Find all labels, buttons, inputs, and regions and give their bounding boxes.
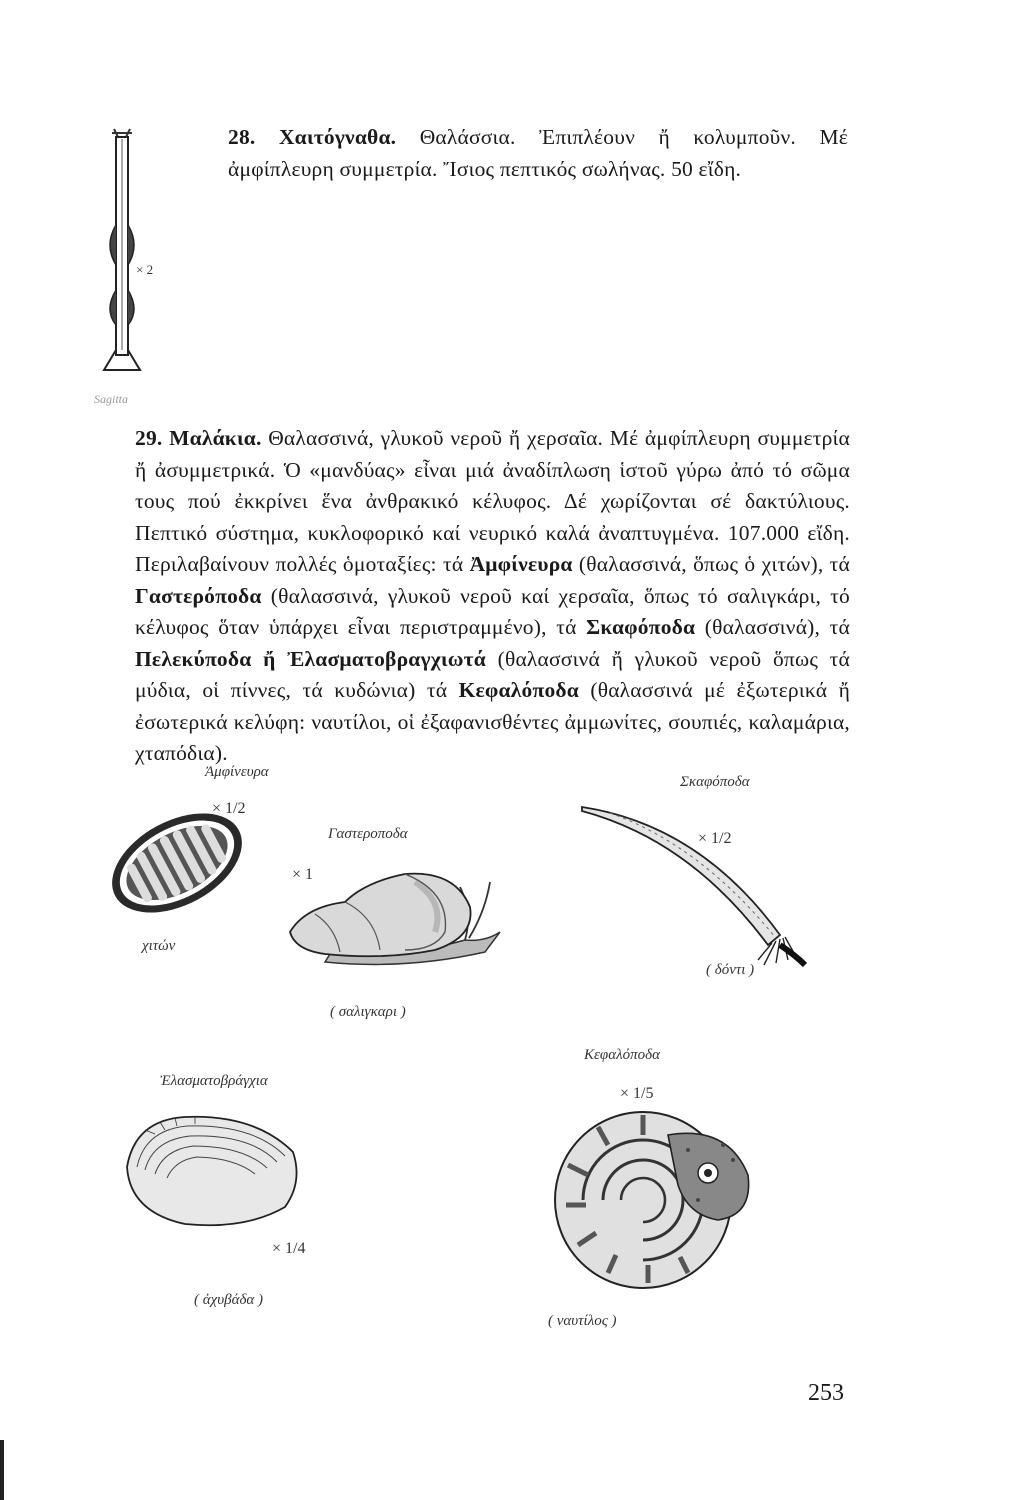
term-amphineura: Ἀμφίνευρα [469,552,573,576]
page-number: 253 [808,1380,844,1406]
section-29-text-f: (θαλασσινά μέ ἐξωτερικά ἤ ἐσωτερικά κελύφη: ναυτίλοι, οἱ ἐξαφανισθέντες ἀμμωνίτες, σουπιές, καλαμάρια, χταπόδια). [135,678,851,765]
lamellibranchia-caption: ( ἀχυβάδα ) [194,1292,264,1308]
sagitta-label: Sagitta [94,392,129,406]
lamellibranchia-scale: × 1/4 [272,1240,306,1257]
snail-illustration [285,862,530,977]
amphineura-title: Ἀμφίνευρα [205,764,269,780]
page-edge-shadow [0,1440,4,1500]
sagitta-illustration [92,125,152,385]
cephalopoda-scale: × 1/5 [620,1085,654,1102]
gastropoda-scale: × 1 [292,866,314,883]
tusk-shell-illustration [580,795,830,975]
section-29-paragraph [135,423,850,770]
cephalopoda-title: Κεφαλόποδα [584,1047,660,1063]
term-cephalopoda: Κεφαλόποδα [458,678,579,702]
section-29-text-b: (θαλασσινά, ὅπως ὁ χιτών), τά [572,552,850,576]
term-gastropoda: Γαστερόποδα [135,583,262,608]
amphineura-caption: χιτών [142,938,176,954]
section-29-number: 29. [135,426,163,450]
term-scaphopoda: Σκαφόποδα [586,615,696,639]
section-29-text-d: (θαλασσινά), τά [695,615,850,639]
section-28-number: 28. [228,125,256,149]
chiton-illustration [102,808,252,918]
scaphopoda-title: Σκαφόποδα [680,774,750,790]
scaphopoda-scale: × 1/2 [698,830,732,847]
scaphopoda-caption: ( δόντι ) [706,962,755,978]
nautilus-illustration [548,1105,753,1295]
amphineura-scale: × 1/2 [212,800,246,817]
cephalopoda-caption: ( ναυτίλος ) [548,1313,617,1329]
gastropoda-caption: ( σαλιγκαρι ) [330,1004,406,1020]
section-28-paragraph [228,122,848,185]
section-29-text-c: (θαλασσινά, γλυκοῦ νεροῦ καί χερσαῖα, ὅπως τό σαλιγκάρι, τό κέλυφος ὅταν ὑπάρχει εἶναι περιστραμμένο), τά [135,583,850,639]
section-28-title: Χαιτόγναθα. [278,125,397,149]
section-29-text-a: Θαλασσινά, γλυκοῦ νεροῦ ἤ χερσαῖα. Μέ ἀμφίπλευρη συμμετρία ἤ ἀσυμμετρικά. Ὁ «μανδύας» εἶναι μιά ἀναδίπλωση ἱστοῦ γύρω ἀπό τό σῶμα τους πού ἐκκρίνει ἕνα ἀνθρακικό κέλυφος. Δέ χωρίζονται σέ δακτύλιους. Πεπτικό σύστημα, κυκλοφορικό καί νευρικό καλά ἀναπτυγμένα. 107.000 εἴδη. Περιλαβαίνουν πολλές ὁμοταξίες: τά [135,426,851,576]
lamellibranchia-title: Ἐλασματοβράγχια [160,1073,268,1089]
section-29-title: Μαλάκια. [169,426,262,450]
gastropoda-title: Γαστεροποδα [328,826,408,842]
sagitta-scale: × 2 [136,262,154,277]
section-28-text: Θαλάσσια. Ἐπιπλέουν ἤ κολυμποῦν. Μέ ἀμφίπλευρη συμμετρία. Ἴσιος πεπτικός σωλήνας. 50 εἴδη. [228,125,848,181]
term-pelecypoda: Πελεκύποδα ἤ Ἐλασματοβραγχιωτά [135,646,486,671]
section-29-text-e: (θαλασσινά ἤ γλυκοῦ νεροῦ ὅπως τά μύδια, οἱ πίννες, τά κυδώνια) τά [135,646,850,702]
clam-illustration [115,1112,305,1232]
